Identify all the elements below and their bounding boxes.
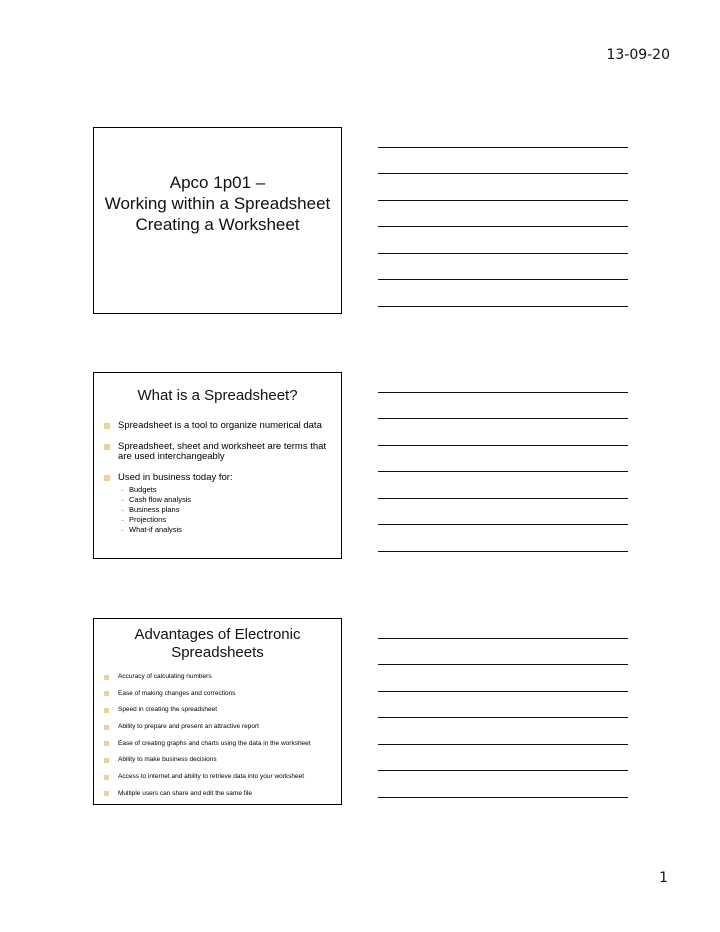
slide-title-line: Creating a Worksheet xyxy=(135,215,300,234)
sub-bullet-item: What-if analysis xyxy=(129,525,333,535)
bullet-item: Speed in creating the spreadsheet xyxy=(104,706,333,714)
slide-title-line: What is a Spreadsheet? xyxy=(137,387,298,404)
bullet-item: Ease of making changes and corrections xyxy=(104,690,333,698)
note-line xyxy=(378,200,628,201)
page-number: 1 xyxy=(659,870,668,886)
bullet-item-text: Used in business today for: xyxy=(118,472,233,483)
bullet-item: Multiple users can share and edit the same file xyxy=(104,790,333,798)
note-line xyxy=(378,147,628,148)
slide-thumbnail-3 xyxy=(93,618,342,805)
note-line xyxy=(378,253,628,254)
note-line xyxy=(378,797,628,798)
slide-thumbnail-1 xyxy=(93,127,342,314)
bullet-list xyxy=(104,673,333,798)
note-line xyxy=(378,392,628,393)
bullet-item: Access to internet and ability to retrieve data into your worksheet xyxy=(104,773,333,781)
bullet-item: Ability to prepare and present an attractive report xyxy=(104,723,333,731)
notes-lines-1 xyxy=(378,127,628,314)
note-line xyxy=(378,498,628,499)
note-line xyxy=(378,664,628,665)
sub-bullet-list xyxy=(118,485,333,535)
note-line xyxy=(378,744,628,745)
bullet-item: Ease of creating graphs and charts using the data in the worksheet xyxy=(104,740,333,748)
note-line xyxy=(378,691,628,692)
note-line xyxy=(378,471,628,472)
slide-title-line: Advantages of Electronic xyxy=(134,626,301,643)
note-line xyxy=(378,226,628,227)
bullet-item: Spreadsheet is a tool to organize numerical data xyxy=(104,421,333,431)
slide-title-line: Apco 1p01 – xyxy=(169,173,266,192)
bullet-item xyxy=(104,473,333,535)
slide-title xyxy=(94,172,341,235)
note-line xyxy=(378,445,628,446)
note-line xyxy=(378,173,628,174)
date-header: 13-09-20 xyxy=(606,47,670,63)
note-line xyxy=(378,638,628,639)
notes-lines-2 xyxy=(378,372,628,559)
note-line xyxy=(378,717,628,718)
note-line xyxy=(378,279,628,280)
sub-bullet-item: Projections xyxy=(129,515,333,525)
note-line xyxy=(378,306,628,307)
bullet-item: Ability to make business decisions xyxy=(104,756,333,764)
slide-title xyxy=(94,626,341,662)
bullet-item: Accuracy of calculating numbers xyxy=(104,673,333,681)
bullet-list xyxy=(104,421,333,535)
note-line xyxy=(378,770,628,771)
notes-lines-3 xyxy=(378,618,628,805)
note-line xyxy=(378,524,628,525)
note-line xyxy=(378,418,628,419)
sub-bullet-item: Cash flow analysis xyxy=(129,495,333,505)
slide-title-line: Spreadsheets xyxy=(171,644,264,661)
slide-title xyxy=(94,387,341,405)
slide-title-line: Working within a Spreadsheet xyxy=(104,194,331,213)
bullet-item: Spreadsheet, sheet and worksheet are terms that are used interchangeably xyxy=(104,442,333,462)
note-line xyxy=(378,551,628,552)
slide-thumbnail-2 xyxy=(93,372,342,559)
sub-bullet-item: Business plans xyxy=(129,505,333,515)
sub-bullet-item: Budgets xyxy=(129,485,333,495)
